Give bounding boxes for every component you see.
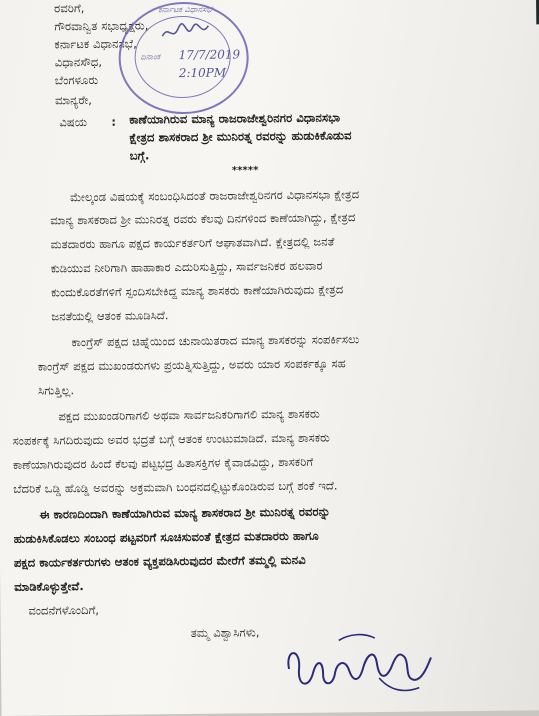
addressee-line: ವಿಧಾನಸೌಧ, bbox=[54, 54, 103, 70]
body-line: ಸಂಪರ್ಕಕ್ಕೆ ಸಿಗದಿರುವುದು ಅವರ ಭದ್ರತೆ ಬಗ್ಗೆ ಆತಂಕ ಉಂಟುಮಾಡಿದೆ. ಮಾನ್ಯ ಶಾಸಕರು bbox=[12, 430, 330, 448]
closing-signoff: ತಮ್ಮ ವಿಶ್ವಾಸಿಗಳು, bbox=[190, 625, 260, 640]
body-line: ಹುಡುಕಿಸಿಕೊಡಲು ಸಂಬಂಧ ಪಟ್ಟವರಿಗೆ ಸೂಚಿಸುವಂತೆ ಕ್ಷೇತ್ರದ ಮತದಾರರು ಹಾಗೂ bbox=[13, 528, 319, 546]
closing-regards: ವಂದನೆಗಳೊಂದಿಗೆ, bbox=[28, 602, 100, 618]
body-line: ಈ ಕಾರಣದಿಂದಾಗಿ ಕಾಣೆಯಾಗಿರುವ ಮಾನ್ಯ ಶಾಸಕರಾದ ಶ್ರೀ ಮುನಿರತ್ನ ರವರನ್ನು bbox=[39, 504, 331, 522]
body-line: ಮಾನ್ಯ ಶಾಸಕರಾದ ಶ್ರೀ ಮುನಿರತ್ನ ರವರು ಕೆಲವು ದಿನಗಳಿಂದ ಕಾಣೆಯಾಗಿದ್ದು, ಕ್ಷೇತ್ರದ bbox=[50, 210, 356, 228]
stamp-date: 17/7/2019 bbox=[178, 47, 241, 63]
stamp-date-prefix: ದಿನಾಂಕ bbox=[140, 52, 161, 62]
addressee-line: ಕರ್ನಾಟಕ ವಿಧಾನಸಭೆ, bbox=[54, 36, 137, 52]
greeting: ಮಾನ್ಯರೇ, bbox=[55, 92, 93, 108]
addressee-line: ಗೌರವಾನ್ವಿತ ಸಭಾಧ್ಯಕ್ಷರು, bbox=[54, 18, 149, 34]
body-line: ಕಾಂಗ್ರೆಸ್ ಪಕ್ಷದ ಚಿಹ್ನೆಯಿಂದ ಚುನಾಯಿತರಾದ ಮಾನ್ಯ ಶಾಸಕರನ್ನು ಸಂಪರ್ಕಿಸಲು bbox=[71, 332, 360, 350]
body-line: ಕುಂದುಕೊರತೆಗಳಿಗೆ ಸ್ಪಂದಿಸಬೇಕಿದ್ದ ಮಾನ್ಯ ಶಾಸಕರು ಕಾಣೆಯಾಗಿರುವುದು ಕ್ಷೇತ್ರದ bbox=[51, 282, 344, 300]
body-line: ಪಕ್ಷದ ಕಾರ್ಯಕರ್ತರುಗಳು ಆತಂಕ ವ್ಯಕ್ತಪಡಿಸಿರುವುದರ ಮೇರೆಗೆ ತಮ್ಮಲ್ಲಿ ಮನವಿ bbox=[13, 552, 306, 570]
stamp-time: 2:10PM bbox=[178, 65, 227, 81]
body-line: ಕಾಣೆಯಾಗಿರುವುದರ ಹಿಂದೆ ಕೆಲವು ಪಟ್ಟಭದ್ರ ಹಿತಾಸಕ್ತಿಗಳ ಕೈವಾಡವಿದ್ದು, ಶಾಸಕರಿಗೆ bbox=[12, 454, 314, 472]
body-line: ಸಿಗುತ್ತಿಲ್ಲ. bbox=[38, 383, 75, 398]
receipt-stamp bbox=[118, 1, 249, 114]
addressee-line: ಬೆಂಗಳೂರು bbox=[54, 72, 99, 88]
addressee-to: ರವರಿಗೆ, bbox=[54, 1, 85, 16]
divider-stars: ***** bbox=[231, 165, 259, 177]
subject-label: ವಿಷಯ bbox=[59, 115, 88, 130]
stamp-initials-icon bbox=[160, 22, 210, 45]
body-line: ಮತದಾರರು ಹಾಗೂ ಪಕ್ಷದ ಕಾರ್ಯಕರ್ತರಿಗೆ ಆಘಾತವಾಗಿದೆ. ಕ್ಷೇತ್ರದಲ್ಲಿ ಜನತೆ bbox=[50, 234, 335, 252]
subject-line: ಕ್ಷೇತ್ರದ ಶಾಸಕರಾದ ಶ್ರೀ ಮುನಿರತ್ನ ರವರನ್ನು ಹುಡುಕಿಕೊಡುವ bbox=[129, 128, 352, 145]
subject-separator: : bbox=[111, 114, 117, 129]
body-line: ಕುಡಿಯುವ ನೀರಿಗಾಗಿ ಹಾಹಾಕಾರ ಎದುರಿಸುತ್ತಿದ್ದು, ಸಾರ್ವಜನಿಕರ ಹಲವಾರ bbox=[50, 258, 323, 276]
stamp-ring-text: ಕರ್ನಾಟಕ ವಿಧಾನಸಭೆ bbox=[158, 4, 213, 15]
signature-icon bbox=[279, 627, 450, 699]
subject-line: ಕಾಣೆಯಾಗಿರುವ ಮಾನ್ಯ ರಾಜರಾಜೇಶ್ವರಿನಗರ ವಿಧಾನಸಭಾ bbox=[129, 110, 341, 127]
body-line: ಜನತೆಯಲ್ಲಿ ಆತಂಕ ಮೂಡಿಸಿದೆ. bbox=[51, 308, 169, 324]
body-line: ಬೆದರಿಕೆ ಒಡ್ಡಿ ಹೊಡ್ಡಿ ಅವರನ್ನು ಅಕ್ರಮವಾಗಿ ಬಂಧನದಲ್ಲಿಟ್ಟುಕೊಂಡಿರುವ ಬಗ್ಗೆ ಶಂಕೆ ಇದೆ. bbox=[13, 478, 338, 496]
body-line: ಮೇಲ್ಕಂಡ ವಿಷಯಕ್ಕೆ ಸಂಬಂಧಿಸಿದಂತೆ ರಾಜರಾಜೇಶ್ವರಿನಗರ ವಿಧಾನಸಭಾ ಕ್ಷೇತ್ರದ bbox=[70, 187, 360, 205]
body-line: ಪಕ್ಷದ ಮುಖಂಡರಿಗಾಗಲಿ ಅಥವಾ ಸಾರ್ವಜನಿಕರಿಗಾಗಲಿ ಮಾನ್ಯ ಶಾಸಕರು bbox=[58, 406, 320, 424]
body-line: ಮಾಡಿಕೊಳ್ಳುತ್ತೇವೆ. bbox=[14, 579, 84, 594]
body-line: ಕಾಂಗ್ರೆಸ್ ಪಕ್ಷದ ಮುಖಂಡರುಗಳು ಪ್ರಯತ್ನಿಸುತ್ತಿದ್ದು, ಅವರು ಯಾರ ಸಂಪರ್ಕಕ್ಕೂ ಸಹ bbox=[37, 356, 346, 374]
subject-line: ಬಗ್ಗೆ. bbox=[129, 148, 150, 163]
